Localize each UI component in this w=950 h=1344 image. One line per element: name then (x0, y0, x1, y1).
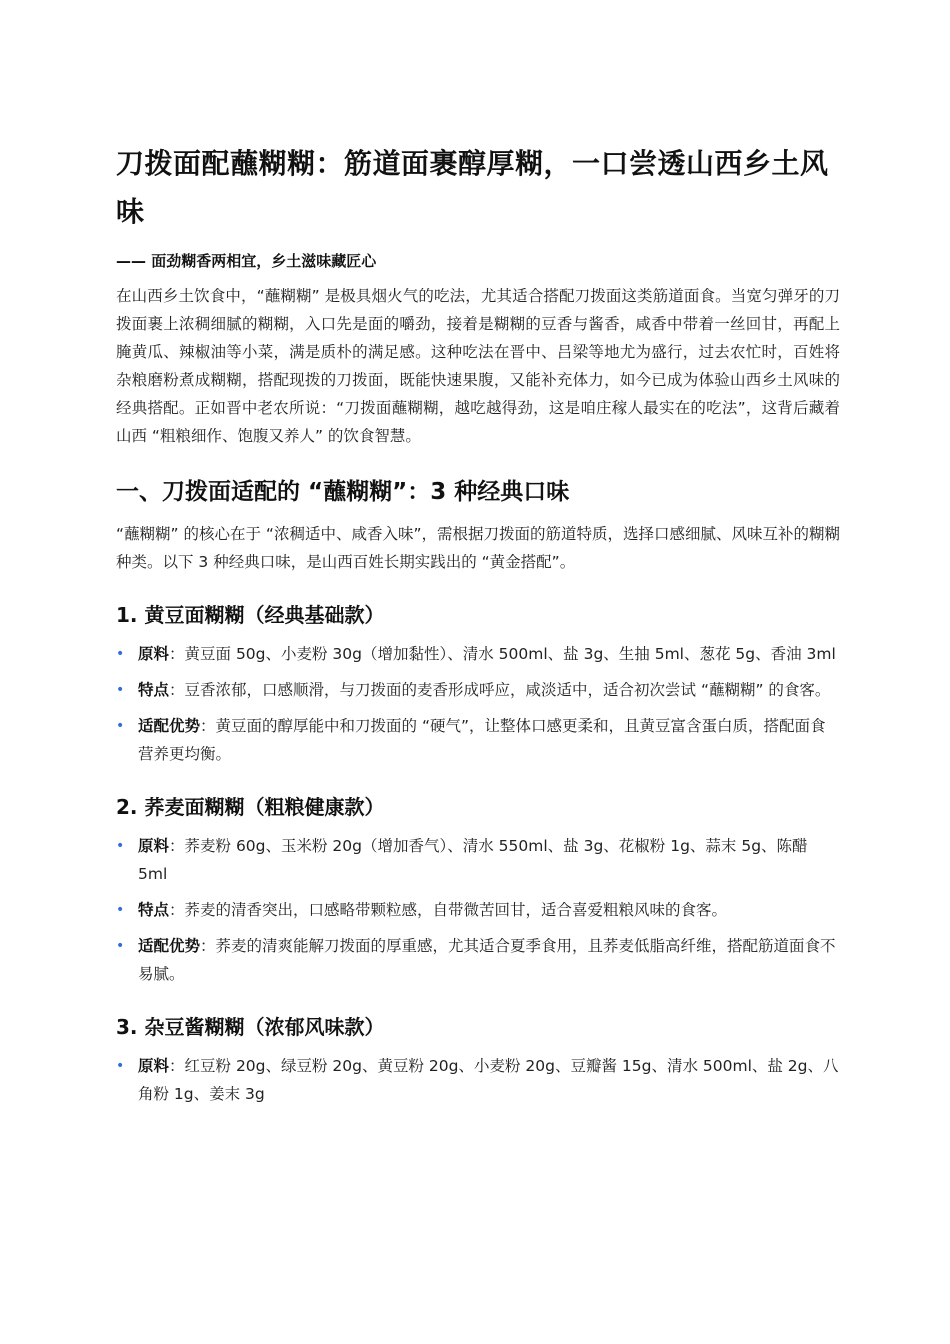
bullet-icon: • (116, 718, 125, 734)
flavor-2 (116, 792, 840, 988)
flavor-3-list (116, 1052, 840, 1108)
flavor-3-heading: 3. 杂豆酱糊糊（浓郁风味款） (116, 1015, 385, 1039)
item-label: 原料 (138, 837, 170, 855)
intro-paragraph: 在山西乡土饮食中，“蘸糊糊” 是极具烟火气的吃法，尤其适合搭配刀拨面这类筋道面食。当宽匀弹牙的刀拨面裹上浓稠细腻的糊糊，入口先是面的嚼劲，接着是糊糊的豆香与酱香，咸香中带着一丝回甘，再配上腌黄瓜、辣椒油等小菜，满是质朴的满足感。这种吃法在晋中、吕梁等地尤为盛行，过去农忙时，百姓将杂粮磨粉煮成糊糊，搭配现拨的刀拨面，既能快速果腹，又能补充体力，如今已成为体验山西乡土风味的经典搭配。正如晋中老农所说：“刀拨面蘸糊糊，越吃越得劲，这是咱庄稼人最实在的吃法”，这背后藏着山西 “粗粮细作、饱腹又养人” 的饮食智慧。 (116, 287, 840, 445)
list-item (116, 932, 840, 988)
item-label: 原料 (138, 1057, 170, 1075)
list-item (116, 896, 840, 924)
flavor-1 (116, 600, 840, 768)
item-label: 适配优势 (138, 937, 201, 955)
list-item (116, 640, 840, 668)
bullet-icon: • (116, 838, 125, 854)
flavor-1-heading: 1. 黄豆面糊糊（经典基础款） (116, 603, 385, 627)
bullet-icon: • (116, 682, 125, 698)
item-text: ：荞麦的清香突出，口感略带颗粒感，自带微苦回甘，适合喜爱粗粮风味的食客。 (169, 901, 728, 919)
item-text: ：荞麦粉 60g、玉米粉 20g（增加香气）、清水 550ml、盐 3g、花椒粉 1g、蒜末 5g、陈醋 5ml (138, 837, 808, 883)
list-item (116, 676, 840, 704)
list-item (116, 832, 840, 888)
flavor-1-list (116, 640, 840, 768)
bullet-icon: • (116, 938, 125, 954)
item-label: 特点 (138, 901, 170, 919)
document-title: 刀拨面配蘸糊糊：筋道面裹醇厚糊，一口尝透山西乡土风味 (116, 147, 829, 228)
item-text: ：黄豆面的醇厚能中和刀拨面的 “硬气”，让整体口感更柔和，且黄豆富含蛋白质，搭配面食营养更均衡。 (138, 717, 826, 763)
document-subtitle: —— 面劲糊香两相宜，乡土滋味藏匠心 (116, 252, 377, 270)
flavor-3 (116, 1012, 840, 1108)
item-label: 特点 (138, 681, 170, 699)
item-text: ：红豆粉 20g、绿豆粉 20g、黄豆粉 20g、小麦粉 20g、豆瓣酱 15g、清水 500ml、盐 2g、八角粉 1g、姜末 3g (138, 1057, 839, 1103)
list-item (116, 712, 840, 768)
item-text: ：黄豆面 50g、小麦粉 30g（增加黏性）、清水 500ml、盐 3g、生抽 5ml、葱花 5g、香油 3ml (169, 645, 836, 663)
item-text: ：荞麦的清爽能解刀拨面的厚重感，尤其适合夏季食用，且荞麦低脂高纤维，搭配筋道面食不易腻。 (138, 937, 836, 983)
flavor-2-list (116, 832, 840, 988)
list-item (116, 1052, 840, 1108)
item-label: 原料 (138, 645, 170, 663)
flavor-2-heading: 2. 荞麦面糊糊（粗粮健康款） (116, 795, 385, 819)
bullet-icon: • (116, 1058, 125, 1074)
item-text: ：豆香浓郁，口感顺滑，与刀拨面的麦香形成呼应，咸淡适中，适合初次尝试 “蘸糊糊” 的食客。 (169, 681, 831, 699)
section-1-intro: “蘸糊糊” 的核心在于 “浓稠适中、咸香入味”，需根据刀拨面的筋道特质，选择口感细腻、风味互补的糊糊种类。以下 3 种经典口味，是山西百姓长期实践出的 “黄金搭配”。 (116, 525, 840, 571)
bullet-icon: • (116, 902, 125, 918)
bullet-icon: • (116, 646, 125, 662)
item-label: 适配优势 (138, 717, 201, 735)
section-1-heading: 一、刀拨面适配的 “蘸糊糊”：3 种经典口味 (116, 479, 570, 505)
